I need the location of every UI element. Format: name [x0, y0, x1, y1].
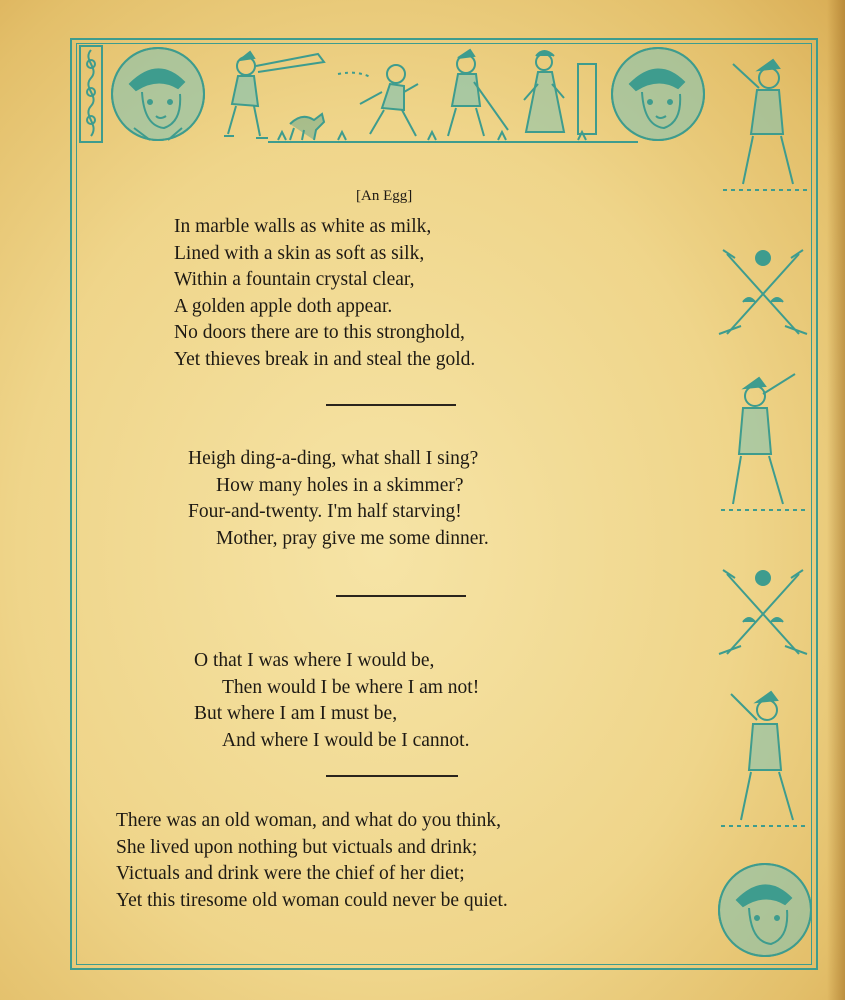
portrait-medallion-bottom-icon: [719, 864, 811, 956]
hunter-with-horn-icon: [723, 60, 809, 190]
poem-line: Heigh ding-a-ding, what shall I sing?: [188, 448, 479, 469]
section-divider: [326, 775, 458, 777]
hunter-with-horn-icon: [721, 374, 809, 510]
poem-line: There was an old woman, and what do you think,: [116, 810, 502, 831]
hunter-with-gun-icon: [448, 50, 508, 136]
crossed-horns-and-guns-icon: [719, 570, 807, 654]
hunter-with-horn-icon: [721, 692, 809, 826]
side-illustration-band: [713, 44, 816, 964]
poem-line: But where I am I must be,: [194, 703, 398, 724]
poem-line: Lined with a skin as soft as silk,: [174, 242, 425, 264]
poem-line: In marble walls as white as milk,: [174, 216, 432, 237]
poem-line: No doors there are to this stronghold,: [174, 322, 465, 343]
poem-line: Yet this tiresome old woman could never be quiet.: [116, 889, 508, 911]
ornament-column-icon: [80, 46, 102, 142]
poem-heigh-ding: [188, 446, 489, 552]
poem-line: Yet thieves break in and steal the gold.: [174, 348, 476, 370]
poem-line: How many holes in a skimmer?: [216, 474, 464, 496]
section-divider: [336, 595, 466, 597]
dog-icon: [290, 114, 324, 140]
poem-line: A golden apple doth appear.: [174, 295, 393, 317]
poem-line: Within a fountain crystal clear,: [174, 269, 415, 290]
poem-title: [An Egg]: [356, 188, 413, 204]
poem-line: And where I would be I cannot.: [222, 729, 470, 751]
section-divider: [326, 404, 456, 406]
poem-old-woman: [116, 808, 508, 914]
poem-line: Four-and-twenty. I'm half starving!: [188, 501, 462, 522]
poem-line: Mother, pray give me some dinner.: [216, 527, 489, 549]
poem-line: O that I was where I would be,: [194, 650, 435, 671]
poem-o-that-i-was: [194, 648, 479, 754]
top-illustration-band: [78, 44, 710, 144]
girl-in-dress-icon: [524, 51, 596, 134]
poem-line: Victuals and drink were the chief of her diet;: [116, 863, 465, 884]
poem-an-egg: [174, 214, 475, 373]
page-edge-shadow: [827, 0, 845, 1000]
portrait-medallion-left-icon: [112, 48, 204, 140]
crossed-horns-and-guns-icon: [719, 250, 807, 334]
portrait-medallion-right-icon: [612, 48, 704, 140]
poem-line: Then would I be where I am not!: [222, 676, 480, 698]
running-boy-icon: [338, 65, 418, 136]
poem-line: She lived upon nothing but victuals and drink;: [116, 836, 478, 858]
